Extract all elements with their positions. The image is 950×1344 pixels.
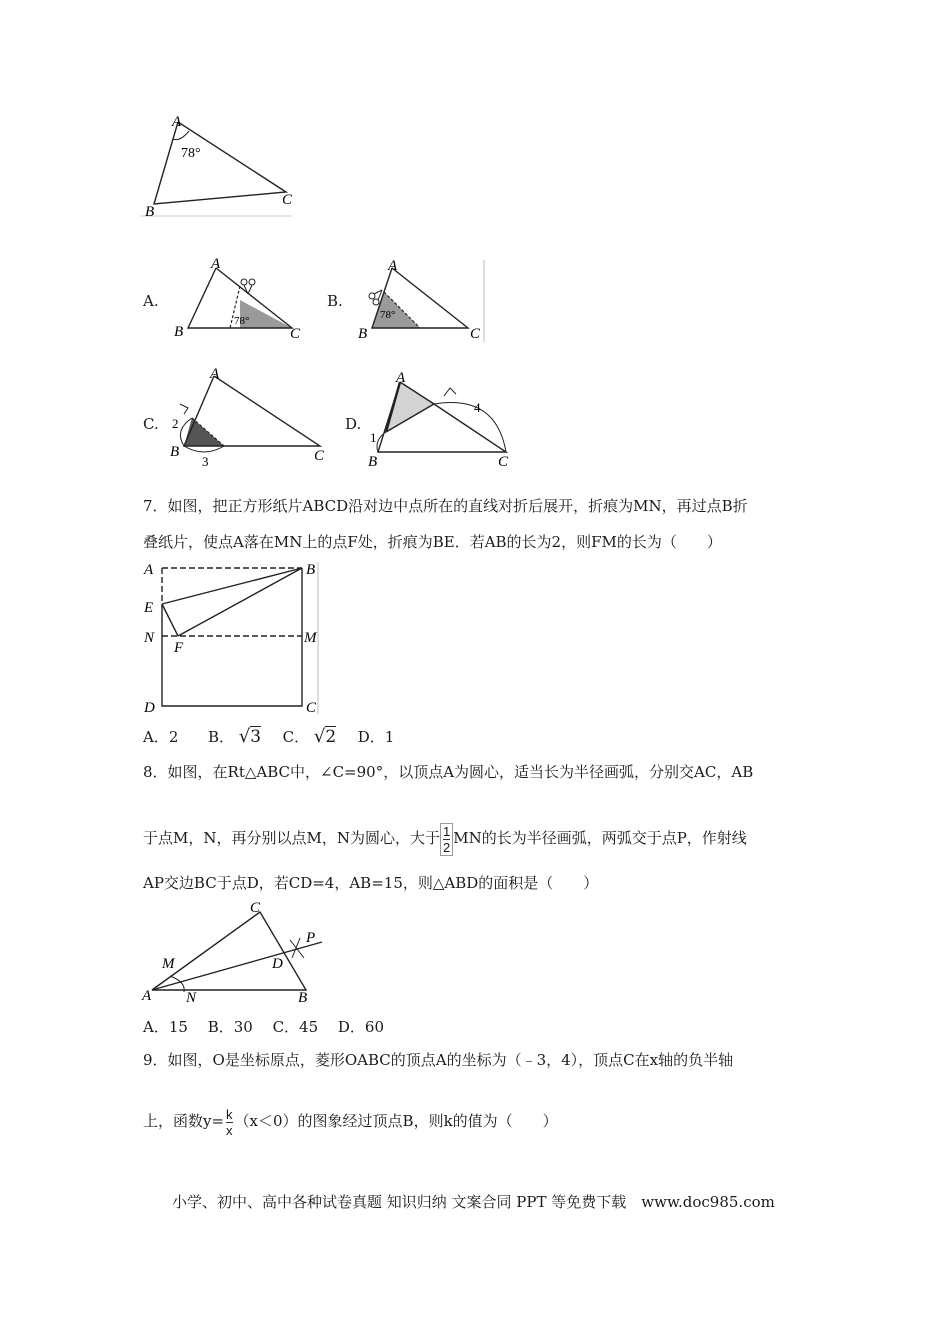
page-footer: 小学、初中、高中各种试卷真题 知识归纳 文案合同 PPT 等免费下载 www.doc985.com	[172, 1193, 775, 1211]
option-a-angle: 78°	[234, 315, 250, 327]
q8-label-B: B	[298, 990, 308, 1006]
option-c-arc1: 2	[172, 416, 179, 431]
q8-frac-num: 1	[442, 823, 451, 839]
option-c-arc2: 3	[202, 454, 209, 468]
label-A: A	[172, 114, 182, 130]
q9-fraction	[224, 1107, 235, 1138]
svg-text:B: B	[170, 444, 180, 460]
q9-frac-den: x	[226, 1122, 233, 1138]
q6-option-d-figure	[366, 368, 526, 468]
q7-label-B: B	[306, 562, 316, 578]
q6-option-c-letter: C.	[143, 415, 159, 433]
option-d-arc1: 1	[370, 430, 377, 445]
q8-line2-post: MN的长为半径画弧，两弧交于点P，作射线	[453, 829, 747, 847]
option-b-angle: 78°	[380, 309, 396, 321]
q7-option-b-prefix: B．	[207, 728, 234, 746]
q6-option-b-letter: B.	[327, 292, 343, 310]
q7-label-M: M	[304, 630, 317, 646]
q6-option-b-figure	[352, 256, 492, 344]
q7-options: A．2 B． √3 C． √2 D．1	[143, 726, 395, 747]
q8-options: A．15 B．30 C．45 D．60	[143, 1018, 385, 1036]
q6-option-c-figure	[168, 368, 333, 468]
q7-label-E: E	[144, 600, 154, 616]
svg-text:B: B	[358, 326, 368, 342]
q7-label-D: D	[144, 700, 155, 716]
q7-line2: 叠纸片，使点A落在MN上的点F处，折痕为BE．若AB的长为2，则FM的长为（ ）	[143, 533, 722, 551]
option-d-arc2: 4	[474, 400, 481, 415]
q8-fraction	[440, 823, 453, 856]
label-C: C	[282, 192, 293, 208]
svg-text:C: C	[498, 454, 509, 468]
q8-line3: AP交边BC于点D，若CD=4，AB=15，则△ABD的面积是（ ）	[143, 874, 599, 892]
q7-label-C: C	[306, 700, 317, 716]
q8-label-A: A	[142, 988, 152, 1004]
q7-option-c-prefix: C．	[282, 728, 310, 746]
q6-option-a-letter: A.	[143, 292, 159, 310]
svg-text:C: C	[290, 326, 301, 340]
q7-square-figure	[140, 558, 326, 718]
q7-option-b-value: 3	[250, 727, 262, 747]
q8-label-N: N	[186, 990, 197, 1006]
q9-line2-pre: 上，函数y=	[143, 1112, 225, 1130]
q8-label-D: D	[272, 956, 283, 972]
q9-frac-num: k	[226, 1106, 233, 1122]
q7-option-d: D．1	[357, 728, 395, 746]
q8-frac-den: 2	[442, 839, 451, 855]
svg-text:A: A	[396, 370, 406, 386]
q8-triangle-figure	[140, 898, 330, 1008]
q8-label-M: M	[162, 956, 175, 972]
label-B: B	[145, 204, 155, 220]
q7-line1: 7．如图，把正方形纸片ABCD沿对边中点所在的直线对折后展开，折痕为MN，再过点B折	[143, 497, 748, 515]
q7-label-F: F	[174, 640, 184, 656]
q7-label-A: A	[144, 562, 154, 578]
q8-label-C: C	[250, 900, 261, 916]
q7-option-a: A．2	[143, 728, 179, 746]
q6-option-a-figure	[168, 256, 308, 340]
q6-triangle-figure	[140, 108, 300, 220]
svg-text:A: A	[210, 368, 220, 382]
svg-text:A: A	[211, 256, 221, 272]
svg-text:A: A	[388, 258, 398, 274]
svg-text:C: C	[314, 448, 325, 464]
q9-line2-post: （x＜0）的图象经过顶点B，则k的值为（ ）	[234, 1112, 558, 1130]
q8-label-P: P	[306, 930, 316, 946]
q9-line2	[143, 1101, 558, 1141]
q6-option-d-letter: D.	[345, 415, 362, 433]
q7-label-N: N	[144, 630, 155, 646]
q8-line2	[143, 818, 747, 858]
svg-text:B: B	[368, 454, 378, 468]
q8-line1: 8．如图，在Rt△ABC中，∠C=90°，以顶点A为圆心，适当长为半径画弧，分别交AC，AB	[143, 763, 754, 781]
q9-line1: 9．如图，O是坐标原点，菱形OABC的顶点A的坐标为（﹣3，4），顶点C在x轴的负半轴	[143, 1051, 734, 1069]
svg-text:B: B	[174, 324, 184, 340]
angle-label: 78°	[181, 146, 201, 161]
q7-option-c-value: 2	[325, 727, 337, 747]
svg-text:C: C	[470, 326, 481, 342]
q8-line2-pre: 于点M，N，再分别以点M，N为圆心，大于	[143, 829, 440, 847]
